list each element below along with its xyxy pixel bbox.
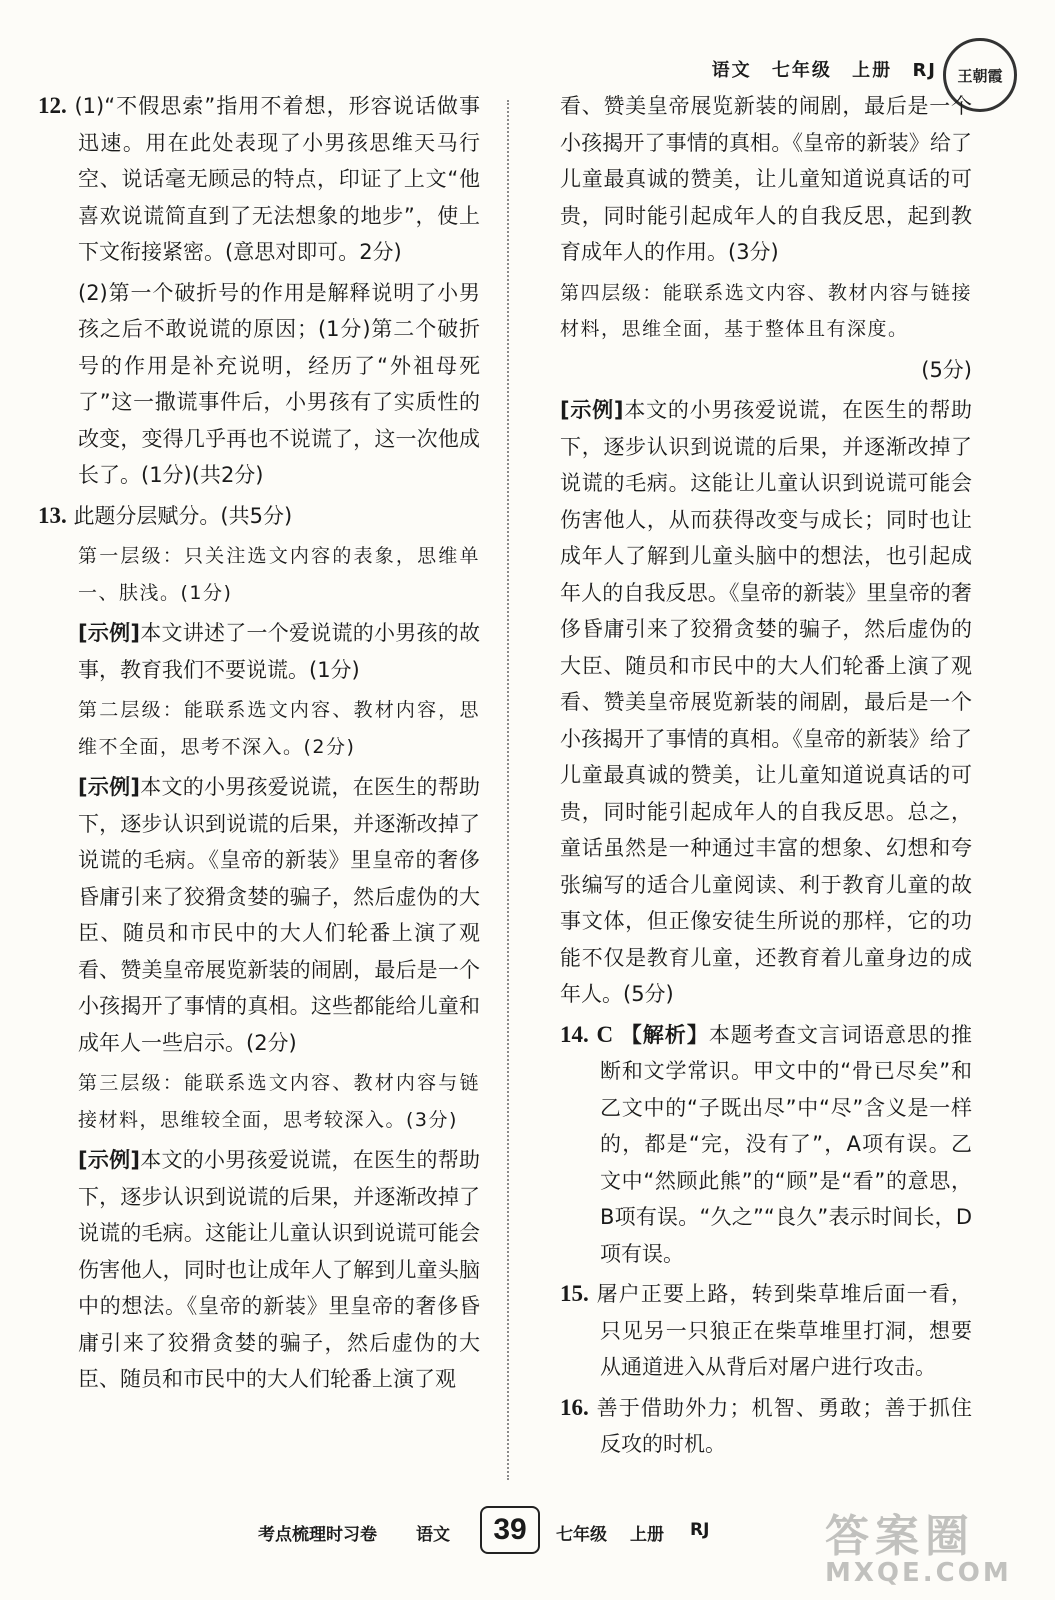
page-number: 39 bbox=[480, 1506, 540, 1554]
logo-text: 王朝霞 bbox=[957, 66, 1003, 85]
question-number: 12. bbox=[38, 93, 67, 118]
example-tag: [示例] bbox=[560, 398, 624, 422]
header-edition: RJ bbox=[912, 60, 937, 81]
level-3-criteria bbox=[38, 1065, 480, 1138]
answer-text: 本题考查文言词语意思的推断和文学常识。甲文中的“骨已尽矣”和乙文中的“子既出尽”中“尽”含义是一样的，都是“完，没有了”，A项有误。乙文中“然顾此熊”的“顾”是“看”的意思，B项有误。“久之”“良久”表示时间长，D项有误。 bbox=[600, 1022, 973, 1266]
left-column bbox=[38, 88, 480, 1402]
answer-13 bbox=[38, 498, 480, 535]
example-text: 看、赞美皇帝展览新装的闹剧，最后是一个小孩揭开了事情的真相。《皇帝的新装》给了儿童最真诚的赞美，让儿童知道说真话的可贵，同时能引起成年人的自我反思，起到教育成年人的作用。(3分) bbox=[560, 94, 972, 264]
answer-15 bbox=[560, 1276, 972, 1386]
level-text: 第一层级：只关注选文内容的表象，思维单一、肤浅。(1分) bbox=[78, 545, 480, 604]
answer-choice: C bbox=[596, 1021, 614, 1047]
question-number: 14. bbox=[560, 1021, 589, 1047]
watermark-url: MXQE.COM bbox=[825, 1558, 1012, 1588]
level-3-example bbox=[38, 1142, 480, 1398]
header-subject: 语文 bbox=[711, 60, 752, 81]
watermark bbox=[825, 1500, 1035, 1588]
answer-text: (1)“不假思索”指用不着想，形容说话做事迅速。用在此处表现了小男孩思维天马行空、说话毫无顾忌的特点，印证了上文“他喜欢说谎简直到了无法想象的地步”，使上下文衔接紧密。(意思对即可。2分) bbox=[74, 94, 480, 264]
level-4-criteria bbox=[560, 275, 972, 348]
level-3-example-continued bbox=[560, 88, 972, 271]
level-4-score bbox=[560, 352, 972, 389]
level-1-example bbox=[38, 615, 480, 688]
score-text: (5分) bbox=[921, 357, 972, 382]
column-divider bbox=[507, 100, 509, 1480]
question-number: 16. bbox=[560, 1394, 589, 1420]
example-text: 本文讲述了一个爱说谎的小男孩的故事，教育我们不要说谎。(1分) bbox=[78, 621, 480, 682]
question-number: 15. bbox=[560, 1281, 589, 1306]
level-text: 第二层级：能联系选文内容、教材内容，思维不全面，思考不深入。(2分) bbox=[78, 699, 480, 758]
answer-text: 善于借助外力；机智、勇敢；善于抓住反攻的时机。 bbox=[596, 1395, 972, 1456]
header-label bbox=[700, 56, 937, 82]
header-grade: 七年级 bbox=[771, 60, 832, 81]
example-tag: [示例] bbox=[78, 1148, 140, 1172]
example-text: 本文的小男孩爱说谎，在医生的帮助下，逐步认识到说谎的后果，并逐渐改掉了说谎的毛病。这能让儿童认识到说谎可能会伤害他人，同时也让成年人了解到儿童头脑中的想法。《皇帝的新装》里皇帝的奢侈昏庸引来了狡猾贪婪的骗子，然后虚伪的大臣、随员和市民中的大人们轮番上演了观 bbox=[78, 1148, 480, 1391]
header-volume: 上册 bbox=[852, 60, 893, 81]
footer-subject: 语文 bbox=[416, 1525, 450, 1545]
question-number: 13. bbox=[38, 502, 67, 528]
analysis-tag: 【解析】 bbox=[620, 1022, 709, 1047]
footer-book-title: 考点梳理时习卷 bbox=[258, 1525, 377, 1545]
level-1-criteria bbox=[38, 538, 480, 611]
footer-volume: 上册 bbox=[630, 1525, 664, 1545]
answer-12-part1 bbox=[38, 88, 480, 271]
level-2-example bbox=[38, 769, 480, 1061]
answer-text: (2)第一个破折号的作用是解释说明了小男孩之后不敢说谎的原因；(1分)第二个破折号的作用是补充说明，经历了“外祖母死了”这一撒谎事件后，小男孩有了实质性的改变，变得几乎再也不说谎了，这一次他成长了。(1分)(共2分) bbox=[78, 280, 480, 487]
footer-edition: RJ bbox=[690, 1520, 710, 1540]
level-2-criteria bbox=[38, 692, 480, 765]
answer-16 bbox=[560, 1390, 972, 1463]
answer-text: 此题分层赋分。(共5分) bbox=[73, 503, 293, 528]
example-tag: [示例] bbox=[78, 621, 140, 645]
answer-14 bbox=[560, 1017, 972, 1273]
level-text: 第四层级：能联系选文内容、教材内容与链接材料，思维全面，基于整体且有深度。 bbox=[560, 281, 972, 340]
level-4-example bbox=[560, 392, 972, 1013]
level-text: 第三层级：能联系选文内容、教材内容与链接材料，思维较全面，思考较深入。(3分) bbox=[78, 1072, 480, 1131]
footer-grade: 七年级 bbox=[556, 1525, 607, 1545]
answer-12-part2 bbox=[38, 275, 480, 494]
right-column bbox=[560, 88, 972, 1467]
example-text: 本文的小男孩爱说谎，在医生的帮助下，逐步认识到说谎的后果，并逐渐改掉了说谎的毛病。《皇帝的新装》里皇帝的奢侈昏庸引来了狡猾贪婪的骗子，然后虚伪的大臣、随员和市民中的大人们轮番上演了观看、赞美皇帝展览新装的闹剧，最后是一个小孩揭开了事情的真相。这些都能给儿童和成年人一些启示。(2分) bbox=[78, 775, 480, 1055]
answer-text: 屠户正要上路，转到柴草堆后面一看，只见另一只狼正在柴草堆里打洞，想要从通道进入从背后对屠户进行攻击。 bbox=[596, 1282, 972, 1379]
watermark-title: 答案圈 bbox=[825, 1511, 975, 1562]
example-tag: [示例] bbox=[78, 775, 140, 799]
example-text: 本文的小男孩爱说谎，在医生的帮助下，逐步认识到说谎的后果，并逐渐改掉了说谎的毛病。这能让儿童认识到说谎可能会伤害他人，从而获得改变与成长；同时也让成年人了解到儿童头脑中的想法，也引起成年人的自我反思。《皇帝的新装》里皇帝的奢侈昏庸引来了狡猾贪婪的骗子，然后虚伪的大臣、随员和市民中的大人们轮番上演了观看、赞美皇帝展览新装的闹剧，最后是一个小孩揭开了事情的真相。《皇帝的新装》给了儿童最真诚的赞美，让儿童知道说真话的可贵，同时能引起成年人的自我反思。总之，童话虽然是一种通过丰富的想象、幻想和夸张编写的适合儿童阅读、利于教育儿童的故事文体，但正像安徒生所说的那样，它的功能不仅是教育儿童，还教育着儿童身边的成年人。(5分) bbox=[560, 398, 973, 1006]
